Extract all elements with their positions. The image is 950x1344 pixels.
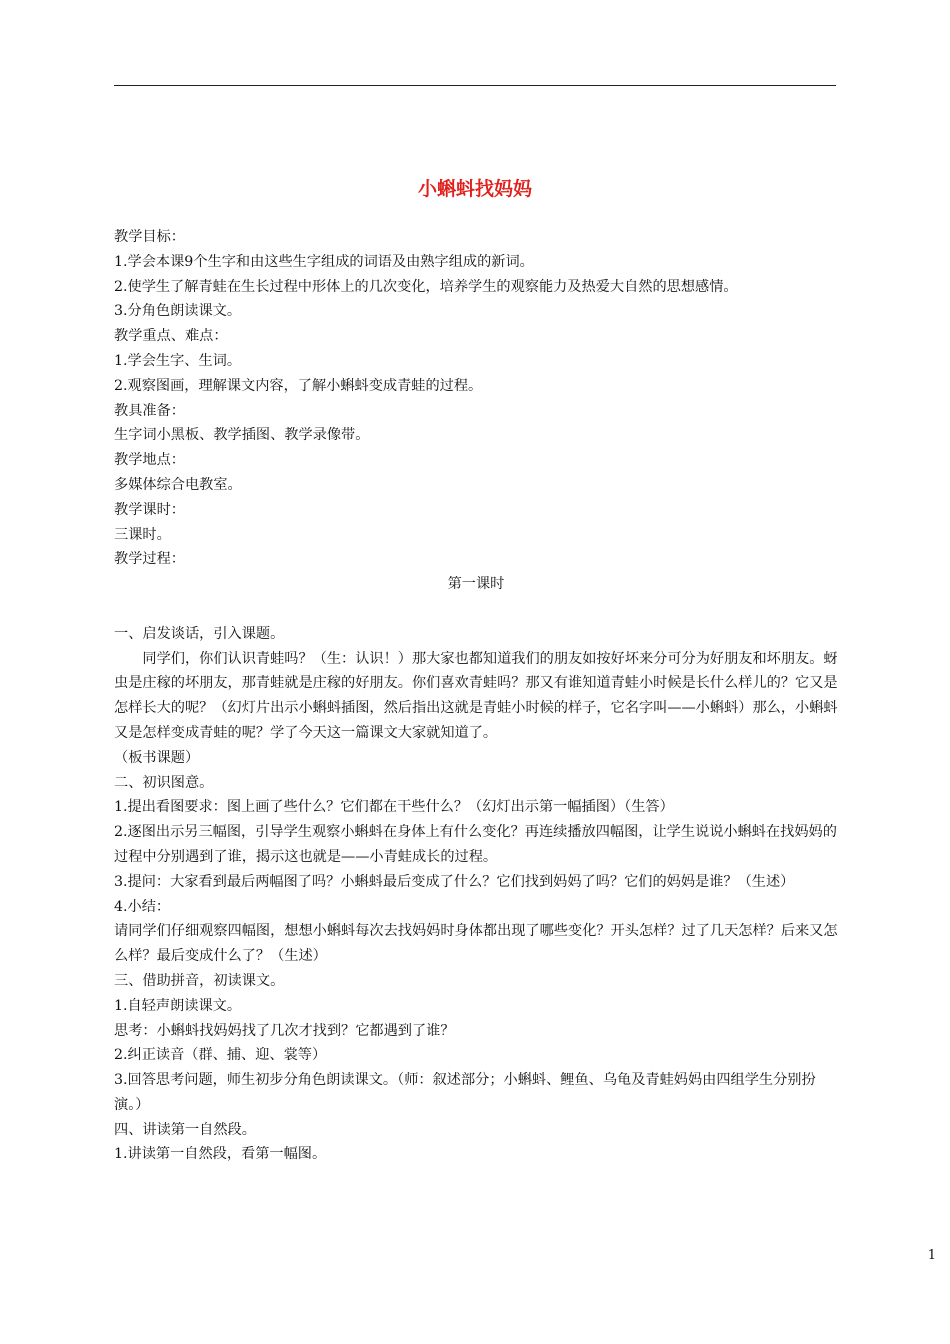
lesson-heading: 第一课时 <box>447 576 505 593</box>
section-heading: 一、启发谈话，引入课题。 <box>114 625 285 642</box>
periods-heading: 教学课时： <box>114 501 185 518</box>
section3-item: 3.回答思考问题，师生初步分角色朗读课文。（师：叙述部分；小蝌蚪、鲤鱼、乌龟及青蛙妈妈由四组学生分别扮演。） <box>114 1072 816 1113</box>
location-text: 多媒体综合电教室。 <box>114 476 242 493</box>
document-title: 小蝌蚪找妈妈 <box>417 178 532 200</box>
goals-heading: 教学目标： <box>114 229 185 245</box>
goal-item: 1.学会本课9个生字和由这些生字组成的词语及由熟字组成的新词。 <box>114 253 534 270</box>
board-note: （板书课题） <box>114 749 200 766</box>
materials-text: 生字词小黑板、教学插图、教学录像带。 <box>114 427 370 444</box>
section4-item: 1.讲读第一自然段，看第一幅图。 <box>114 1146 327 1163</box>
keypoint-item: 1.学会生字、生词。 <box>114 352 242 369</box>
keypoints-heading: 教学重点、难点： <box>114 328 228 345</box>
section1-paragraph: 同学们，你们认识青蛙吗？（生：认识！）那大家也都知道我们的朋友如按好坏来分可分为好朋友和坏朋友。蚜虫是庄稼的坏朋友，那青蛙就是庄稼的好朋友。你们喜欢青蛙吗？那又有谁知道青蛙小时候是长什么样儿的？它又是怎样长大的呢？（幻灯片出示小蝌蚪插图，然后指出这就是青蛙小时候的样子，它名字叫——小蝌蚪）那么，小蝌蚪又是怎样变成青蛙的呢？学了今天这一篇课文大家就知道了。 <box>114 650 838 741</box>
section-heading: 四、讲读第一自然段。 <box>114 1121 256 1138</box>
section2-item: 1.提出看图要求：图上画了些什么？它们都在干些什么？（幻灯出示第一幅插图）（生答） <box>114 799 674 816</box>
section2-item: 请同学们仔细观察四幅图，想想小蝌蚪每次去找妈妈时身体都出现了哪些变化？开头怎样？过了几天怎样？后来又怎么样？最后变成什么了？（生述） <box>114 923 838 965</box>
goal-item: 2.使学生了解青蛙在生长过程中形体上的几次变化，培养学生的观察能力及热爱大自然的思想感情。 <box>114 278 738 295</box>
goal-item: 3.分角色朗读课文。 <box>114 303 242 320</box>
section-heading: 二、初识图意。 <box>114 774 214 791</box>
page-number: 1 <box>927 1248 936 1263</box>
section3-item: 1.自轻声朗读课文。 <box>114 997 242 1014</box>
section2-item: 3.提问：大家看到最后两幅图了吗？小蝌蚪最后变成了什么？它们找到妈妈了吗？它们的妈妈是谁？（生述） <box>114 873 795 890</box>
section2-item: 2.逐图出示另三幅图，引导学生观察小蝌蚪在身体上有什么变化？再连续播放四幅图，让学生说说小蝌蚪在找妈妈的过程中分别遇到了谁，揭示这也就是——小青蛙成长的过程。 <box>114 824 837 865</box>
section3-item: 2.纠正读音（群、捕、迎、裳等） <box>114 1047 327 1064</box>
section2-item: 4.小结： <box>114 898 171 915</box>
materials-heading: 教具准备： <box>114 402 185 419</box>
location-heading: 教学地点： <box>114 452 185 469</box>
section-heading: 三、借助拼音，初读课文。 <box>114 972 285 989</box>
keypoint-item: 2.观察图画，理解课文内容，了解小蝌蚪变成青蛙的过程。 <box>114 377 483 394</box>
document-body <box>114 225 838 1167</box>
process-heading: 教学过程： <box>114 551 185 568</box>
section3-item: 思考：小蝌蚪找妈妈找了几次才找到？它都遇到了谁？ <box>114 1022 455 1039</box>
periods-text: 三课时。 <box>114 526 171 543</box>
header-rule <box>114 85 836 86</box>
